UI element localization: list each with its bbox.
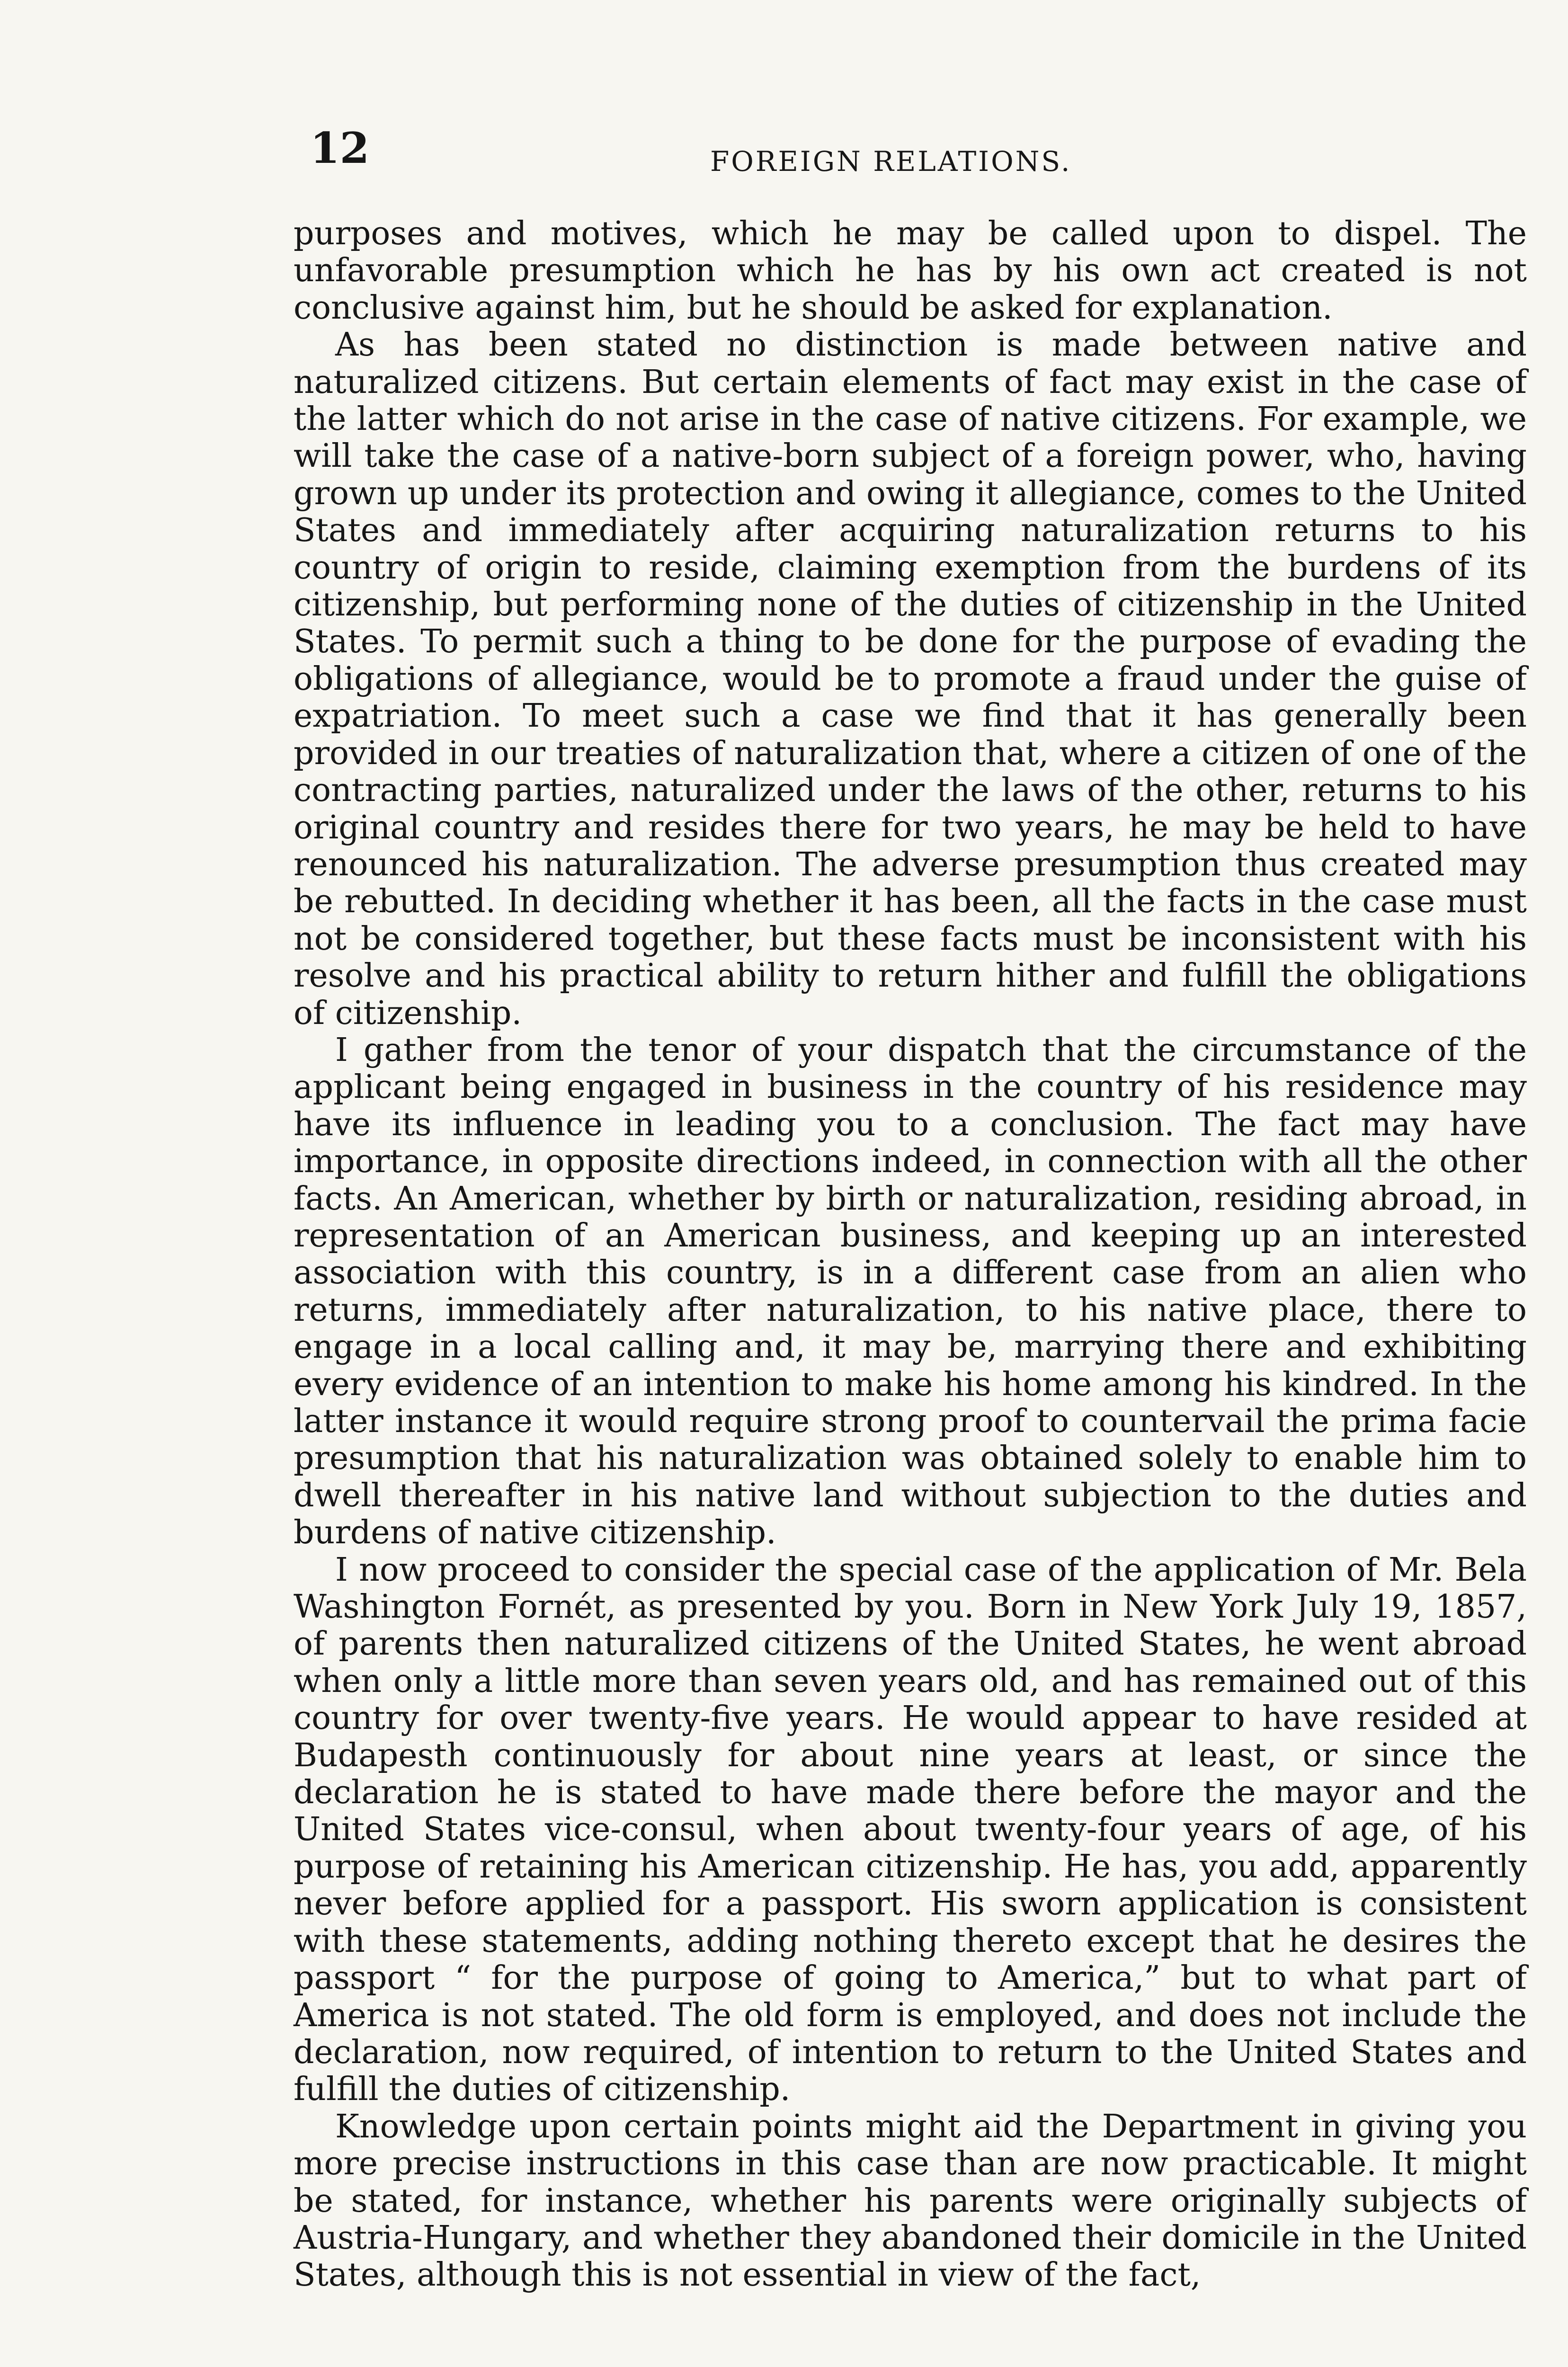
paragraph-naturalized-citizens: As has been stated no distinction is made between native and naturalized citizens. But certain elements of fact may exist in the case of the latter which do not arise in the case of native citizens. For example, we will take the case of a native-born subject of a foreign power, who, having grown up under its protection and owing it allegiance, comes to the United States and immediately after acquiring naturalization returns to his country of origin to reside, claiming exemption from the burdens of its citizenship, but performing none of the duties of citizenship in the United States. To permit such a thing to be done for the purpose of evading the obligations of allegiance, would be to promote a fraud under the guise of expatriation. To meet such a case we find that it has generally been provided in our treaties of naturalization that, where a citizen of one of the contracting parties, naturalized under the laws of the other, returns to his original country and resides there for two years, he may be held to have renounced his naturalization. The adverse presumption thus created may be rebutted. In deciding whether it has been, all the facts in the case must not be considered together, but these facts must be inconsistent with his resolve and his practical ability to return hither and fulfill the obligations of citizenship. (294, 326, 1527, 1032)
running-head: FOREIGN RELATIONS. (710, 145, 1072, 178)
page-number: 12 (310, 123, 370, 173)
body-text (294, 215, 1527, 2294)
paragraph-fornet-case: I now proceed to consider the special case of the application of Mr. Bela Washington Fornét, as presented by you. Born in New York July 19, 1857, of parents then naturalized citizens of the United States, he went abroad when only a little more than seven years old, and has remained out of this country for over twenty-five years. He would appear to have resided at Budapesth continuously for about nine years at least, or since the declaration he is stated to have made there before the mayor and the United States vice-consul, when about twenty-four years of age, of his purpose of retaining his American citizenship. He has, you add, apparently never before applied for a passport. His sworn application is consistent with these statements, adding nothing thereto except that he desires the passport “ for the purpose of going to America,” but to what part of America is not stated. The old form is employed, and does not include the declaration, now required, of intention to return to the United States and fulfill the duties of citizenship. (294, 1551, 1527, 2109)
paragraph-business-abroad: I gather from the tenor of your dispatch that the circumstance of the applicant being engaged in business in the country of his residence may have its influence in leading you to a conclusion. The fact may have importance, in opposite directions indeed, in connection with all the other facts. An American, whether by birth or naturalization, residing abroad, in representation of an American business, and keeping up an interested association with this country, is in a different case from an alien who returns, immediately after naturalization, to his native place, there to engage in a local calling and, it may be, marrying there and exhibiting every evidence of an intention to make his home among his kindred. In the latter instance it would require strong proof to countervail the prima facie presumption that his naturalization was obtained solely to enable him to dwell thereafter in his native land without subjection to the duties and burdens of native citizenship. (294, 1031, 1527, 1552)
paragraph-further-knowledge: Knowledge upon certain points might aid the Department in giving you more precise instructions in this case than are now practicable. It might be stated, for instance, whether his parents were originally subjects of Austria-Hungary, and whether they abandoned their domicile in the United States, although this is not essential in view of the fact, (294, 2108, 1527, 2294)
paragraph-continued: purposes and motives, which he may be called upon to dispel. The unfavorable presumption which he has by his own act created is not conclusive against him, but he should be asked for explanation. (294, 215, 1527, 327)
